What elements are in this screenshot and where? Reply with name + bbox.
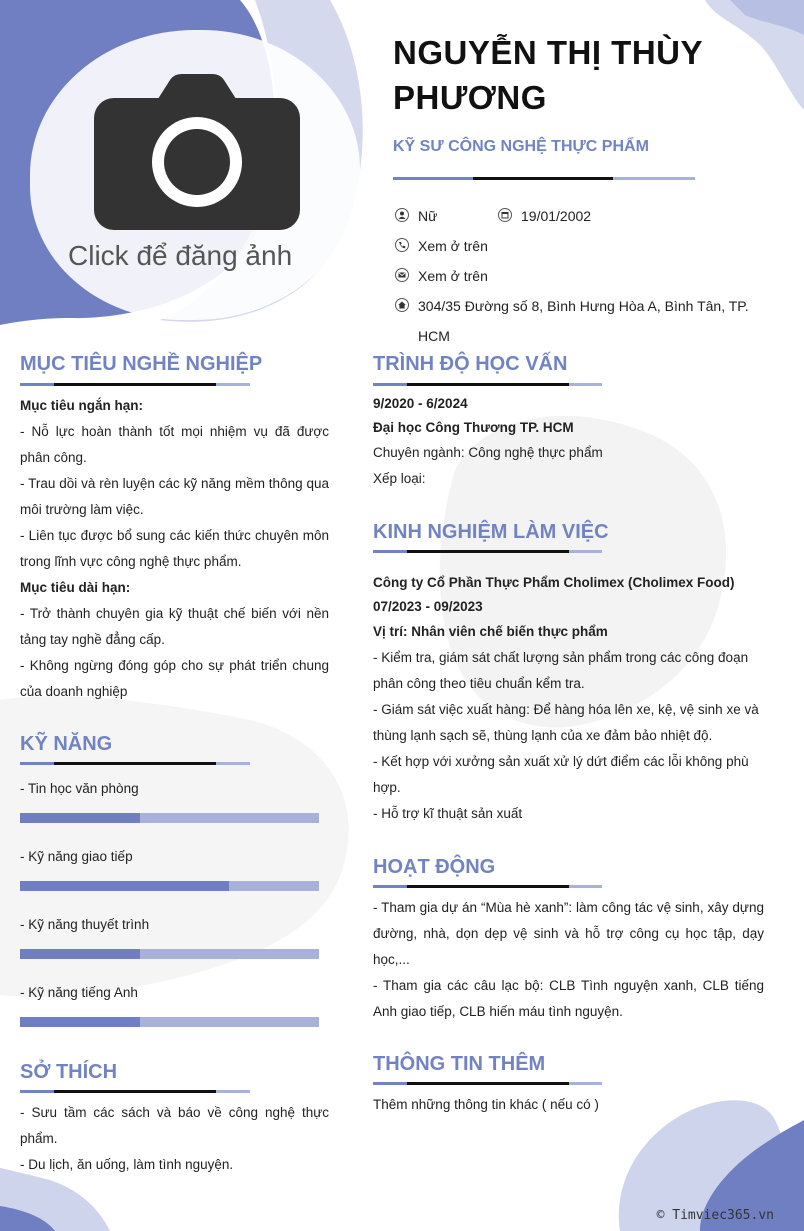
- email-value: Xem ở trên: [418, 268, 488, 284]
- education-title: TRÌNH ĐỘ HỌC VẤN: [373, 353, 568, 375]
- education-divider: [373, 383, 602, 386]
- short-term-item: - Nỗ lực hoàn thành tốt mọi nhiệm vụ đã được phân công.: [20, 424, 329, 465]
- experience-item: - Kết hợp với xưởng sản xuất xử lý dứt điểm các lỗi không phù hợp.: [373, 754, 749, 795]
- experience-content: [373, 571, 764, 827]
- objective-content: [20, 393, 329, 705]
- title-divider: [393, 177, 695, 180]
- skill-name: - Kỹ năng giao tiếp: [20, 849, 133, 864]
- education-period: 9/2020 - 6/2024: [373, 396, 468, 411]
- email-icon: [395, 268, 409, 282]
- skill-name: - Kỹ năng tiếng Anh: [20, 985, 138, 1000]
- experience-divider: [373, 550, 602, 553]
- objective-divider: [20, 383, 250, 386]
- skill-bar: [20, 813, 319, 823]
- avatar-upload[interactable]: [30, 30, 360, 320]
- phone-icon: [395, 238, 409, 252]
- hobbies-title: SỞ THÍCH: [20, 1061, 118, 1083]
- phone-value: Xem ở trên: [418, 238, 488, 254]
- activities-content: [373, 895, 764, 1025]
- hobby-item: - Sưu tầm các sách và báo về công nghệ thực phẩm.: [20, 1105, 329, 1146]
- address-value: 304/35 Đường số 8, Bình Hưng Hòa A, Bình Tân, TP. HCM: [418, 298, 749, 344]
- skill-bar: [20, 949, 319, 959]
- watermark: © Timviec365.vn: [656, 1208, 774, 1223]
- job-title: KỸ SƯ CÔNG NGHỆ THỰC PHẨM: [393, 138, 649, 155]
- experience-period: 07/2023 - 09/2023: [373, 599, 483, 614]
- hobbies-content: [20, 1100, 329, 1178]
- skill-name: - Tin học văn phòng: [20, 781, 139, 796]
- long-term-label: Mục tiêu dài hạn:: [20, 580, 131, 595]
- education-content: [373, 392, 773, 492]
- skill-bar: [20, 881, 319, 891]
- extra-info-text: Thêm những thông tin khác ( nếu có ): [373, 1097, 599, 1112]
- avatar-upload-hint: Click để đăng ảnh: [68, 240, 293, 271]
- skill-bar-fill: [20, 813, 140, 823]
- gender-icon: [395, 208, 409, 222]
- activities-title: HOẠT ĐỘNG: [373, 856, 496, 878]
- experience-item: - Hỗ trợ kĩ thuật sản xuất: [373, 806, 523, 821]
- experience-position: Vị trí: Nhân viên chế biến thực phẩm: [373, 624, 608, 639]
- objective-title: MỤC TIÊU NGHỀ NGHIỆP: [20, 353, 263, 375]
- candidate-name: NGUYỄN THỊ THÙY PHƯƠNG: [393, 34, 703, 116]
- calendar-icon: [498, 208, 512, 222]
- long-term-item: - Không ngừng đóng góp cho sự phát triển chung của doanh nghiệp: [20, 658, 329, 699]
- skill-bar-fill: [20, 949, 140, 959]
- activities-divider: [373, 885, 602, 888]
- education-major: Chuyên ngành: Công nghệ thực phẩm: [373, 445, 603, 460]
- activity-item: - Tham gia các câu lạc bộ: CLB Tình nguyện xanh, CLB tiếng Anh giao tiếp, CLB hiến máu tình nguyện.: [373, 978, 764, 1019]
- extra-info-divider: [373, 1082, 602, 1085]
- skills-title: KỸ NĂNG: [20, 733, 113, 755]
- education-school: Đại học Công Thương TP. HCM: [373, 420, 574, 435]
- short-term-item: - Trau dồi và rèn luyện các kỹ năng mềm thông qua môi trường làm việc.: [20, 476, 329, 517]
- extra-info-title: THÔNG TIN THÊM: [373, 1053, 546, 1075]
- experience-company: Công ty Cổ Phần Thực Phẩm Cholimex (Cholimex Food): [373, 575, 735, 590]
- short-term-item: - Liên tục được bổ sung các kiến thức chuyên môn trong lĩnh vực công nghệ thực phẩm.: [20, 528, 329, 569]
- home-icon: [395, 298, 409, 312]
- skill-name: - Kỹ năng thuyết trình: [20, 917, 150, 932]
- hobbies-divider: [20, 1090, 250, 1093]
- skill-bar: [20, 1017, 319, 1027]
- long-term-item: - Trở thành chuyên gia kỹ thuật chế biến với nền tảng tay nghề đẳng cấp.: [20, 606, 329, 647]
- experience-item: - Giám sát việc xuất hàng: Để hàng hóa lên xe, kệ, vệ sinh xe và thùng lạnh sạch sẽ, thùng lạnh của xe đảm bảo nhiệt độ.: [373, 702, 759, 743]
- gender-value: Nữ: [418, 208, 438, 224]
- short-term-label: Mục tiêu ngắn hạn:: [20, 398, 143, 413]
- experience-title: KINH NGHIỆM LÀM VIỆC: [373, 521, 609, 543]
- education-grade: Xếp loại:: [373, 471, 426, 486]
- skill-bar-fill: [20, 1017, 140, 1027]
- skill-bar-fill: [20, 881, 229, 891]
- skills-divider: [20, 762, 250, 765]
- hobby-item: - Du lịch, ăn uống, làm tình nguyện.: [20, 1157, 234, 1172]
- experience-item: - Kiểm tra, giám sát chất lượng sản phẩm trong các công đoạn phân công theo tiêu chuẩn kểm tra.: [373, 650, 749, 691]
- activity-item: - Tham gia dự án “Mùa hè xanh”: làm công tác vệ sinh, xây dựng đường, nhà, dọn dẹp vệ sinh và hỗ trợ công cụ học tập, dạy học,...: [373, 900, 764, 967]
- camera-icon: [94, 74, 300, 232]
- birthdate-value: 19/01/2002: [521, 208, 592, 224]
